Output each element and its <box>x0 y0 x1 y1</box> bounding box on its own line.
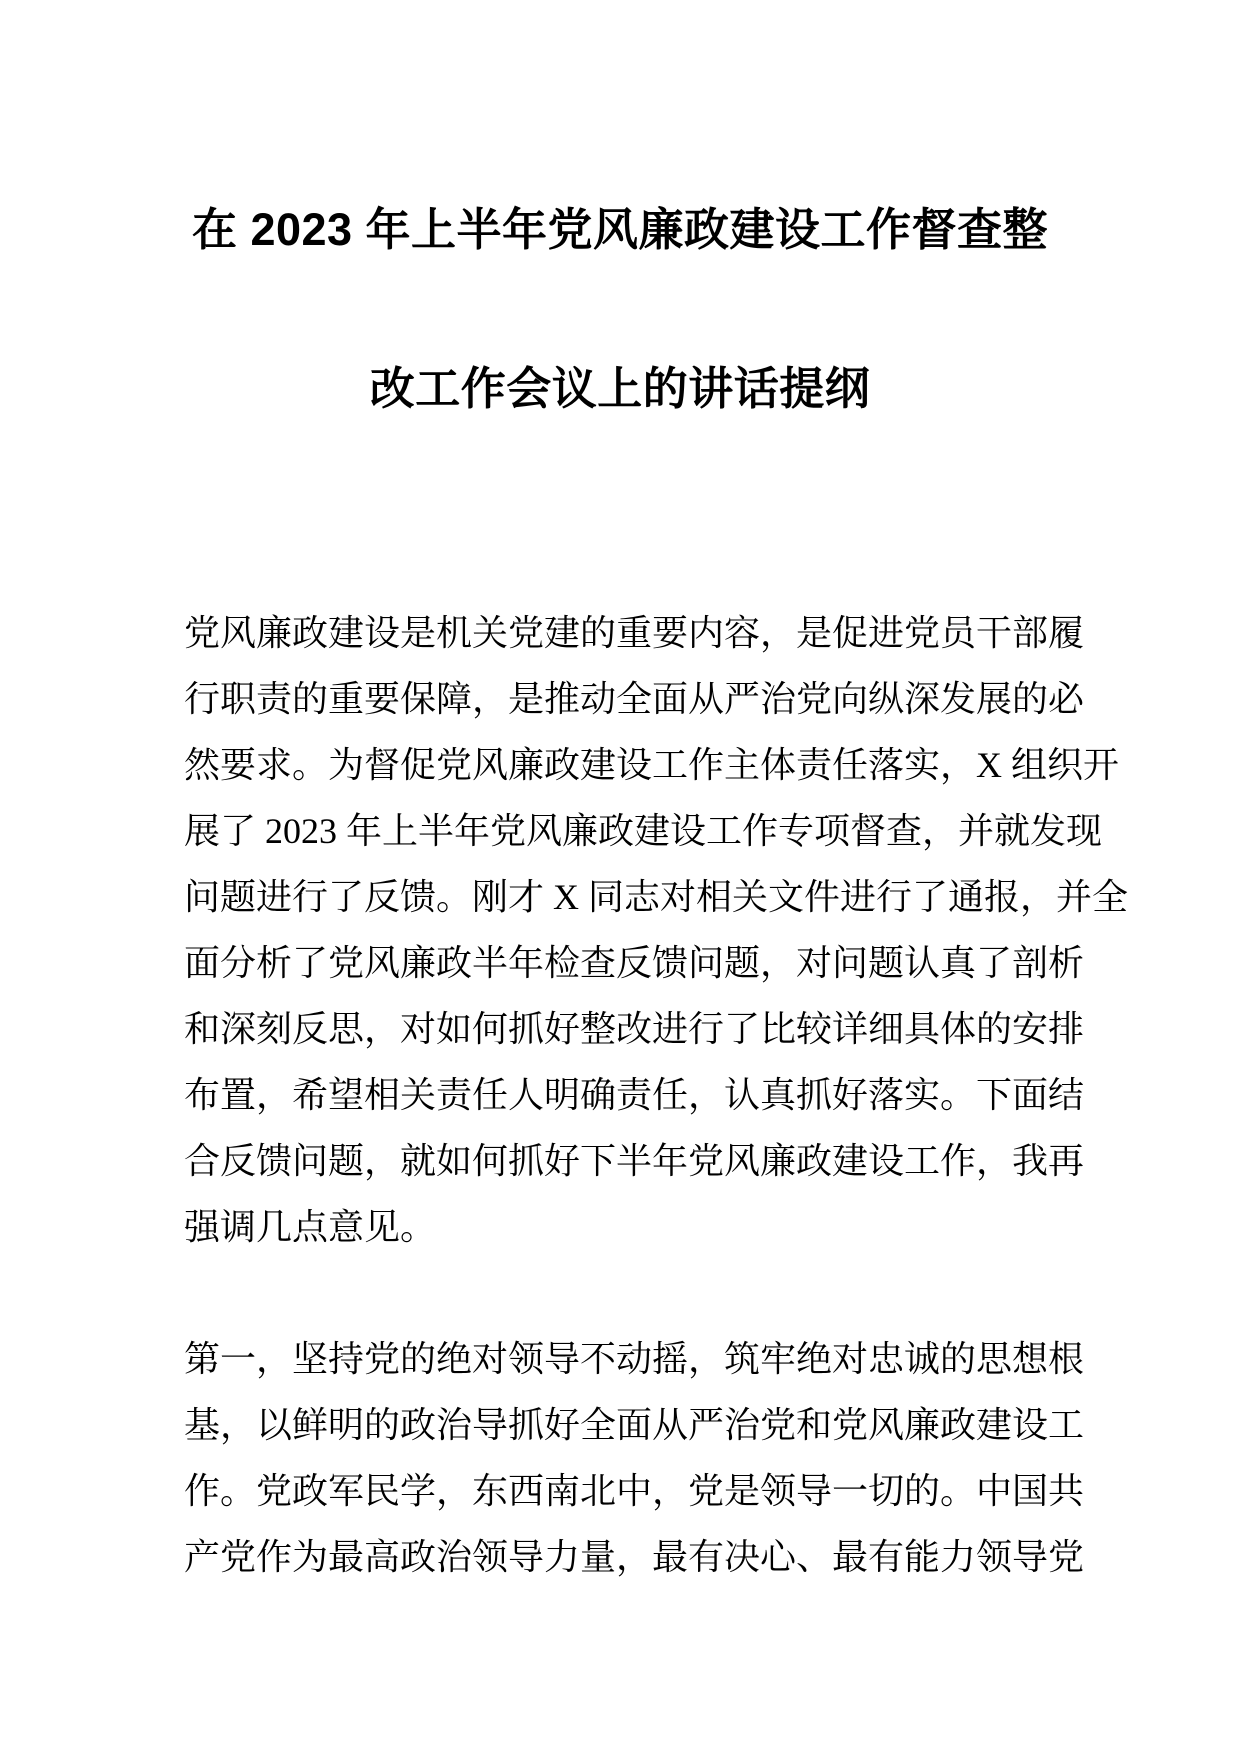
text-line: 产党作为最高政治领导力量，最有决心、最有能力领导党 <box>184 1537 1085 1577</box>
text-line: 基，以鲜明的政治导抓好全面从严治党和党风廉政建设工 <box>184 1405 1085 1445</box>
title-line-1: 在 2023 年上半年党风廉政建设工作督查整 <box>191 204 1049 255</box>
text-line: 强调几点意见。 <box>184 1207 437 1247</box>
text-line: 第一，坚持党的绝对领导不动摇，筑牢绝对忠诚的思想根 <box>184 1339 1085 1379</box>
text-line: 布置，希望相关责任人明确责任，认真抓好落实。下面结 <box>184 1075 1085 1115</box>
text-line: 合反馈问题，就如何抓好下半年党风廉政建设工作，我再 <box>184 1141 1085 1181</box>
text-line: 面分析了党风廉政半年检查反馈问题，对问题认真了剖析 <box>184 943 1085 983</box>
paragraph-intro <box>184 600 1128 1260</box>
text-line: 然要求。为督促党风廉政建设工作主体责任落实，X 组织开 <box>184 745 1119 785</box>
text-line: 党风廉政建设是机关党建的重要内容，是促进党员干部履 <box>184 613 1085 653</box>
text-line: 行职责的重要保障，是推动全面从严治党向纵深发展的必 <box>184 679 1085 719</box>
text-line: 展了 2023 年上半年党风廉政建设工作专项督查，并就发现 <box>184 811 1103 851</box>
title-line-2: 改工作会议上的讲话提纲 <box>369 363 871 414</box>
text-line: 作。党政军民学，东西南北中，党是领导一切的。中国共 <box>184 1471 1085 1511</box>
text-line: 和深刻反思，对如何抓好整改进行了比较详细具体的安排 <box>184 1009 1085 1049</box>
text-line: 问题进行了反馈。刚才 X 同志对相关文件进行了通报，并全 <box>184 877 1128 917</box>
paragraph-first-point <box>184 1326 1085 1590</box>
document-body <box>184 600 1128 1590</box>
document-title <box>0 0 1240 468</box>
